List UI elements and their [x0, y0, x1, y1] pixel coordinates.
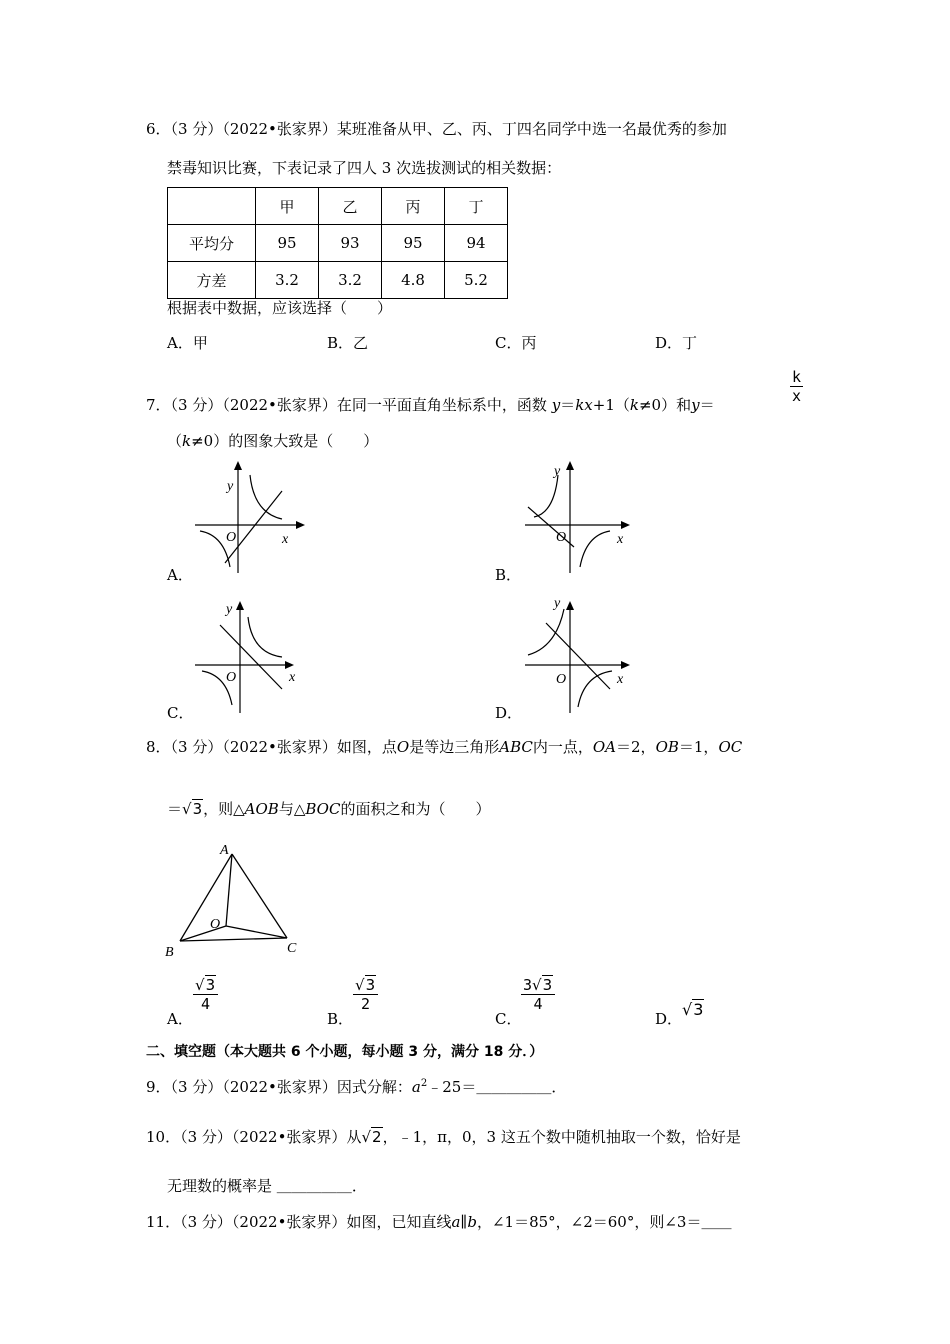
q7-graph-d: [520, 595, 640, 720]
sqrt-radicand: 3: [192, 800, 203, 818]
q11-var-a: a: [451, 1213, 461, 1231]
q8-source: （2022•张家界）: [222, 738, 337, 756]
point-label-o: O: [210, 917, 221, 932]
q8-stem-f: 的面积之和为（ ）: [340, 800, 491, 818]
q8-option-d-label: D．: [655, 1010, 683, 1028]
table-cell: 平均分: [168, 225, 256, 262]
sqrt-radicand: 3: [205, 976, 216, 994]
table-header-row: [168, 188, 508, 225]
fraction-denominator: 4: [533, 995, 543, 1013]
q9-exponent: 2: [420, 1078, 428, 1089]
q7-var-kx: kx: [575, 396, 593, 414]
vertex-label-b: B: [165, 945, 174, 960]
q6-source: （2022•张家界）: [222, 120, 337, 138]
q8-stem-e: 与△: [278, 800, 306, 818]
axis-label-y: y: [554, 464, 561, 479]
coefficient: 3: [523, 976, 533, 994]
fraction-denominator: 2: [361, 995, 371, 1013]
q7-number: 7．: [146, 396, 171, 414]
table-cell: 丙: [382, 188, 445, 225]
q9-number: 9．: [146, 1078, 171, 1096]
table-row: [168, 225, 508, 262]
q9-var-a: a: [411, 1078, 421, 1096]
answer-blank[interactable]: ＿＿: [701, 1213, 732, 1231]
table-row: [168, 262, 508, 299]
q10-number: 10．: [146, 1128, 181, 1146]
q6-option-c: C．丙: [495, 334, 537, 352]
q8-eq2: ＝2，: [616, 738, 656, 756]
q7-stem: 在同一平面直角坐标系中，函数: [336, 396, 547, 414]
q6-number: 6．: [146, 120, 171, 138]
table-cell: [168, 188, 256, 225]
axis-label-x: x: [282, 532, 289, 547]
q8-option-a-value: $\frac{√3}{4}$: [193, 976, 218, 1013]
q7-equals2: ＝: [699, 396, 715, 414]
q6-question: 根据表中数据，应该选择（ ）: [167, 299, 393, 317]
q8-equals: ＝: [167, 800, 183, 818]
q8-var-ob: OB: [655, 738, 679, 756]
q11-stem-a: 如图，已知直线: [346, 1213, 452, 1231]
q6-option-d: D．丁: [655, 334, 698, 352]
table-cell: 93: [319, 225, 382, 262]
q8-option-a-label: A．: [167, 1010, 193, 1028]
axis-label-y: y: [554, 596, 561, 611]
q8-score: （3 分）: [170, 738, 223, 756]
q8-option-c-label: C．: [495, 1010, 522, 1028]
q9-score: （3 分）: [170, 1078, 223, 1096]
q8-var-o: O: [396, 738, 410, 756]
table-cell: 4.8: [382, 262, 445, 299]
q8-number: 8．: [146, 738, 171, 756]
q10-source: （2022•张家界）: [231, 1128, 347, 1146]
table-cell: 甲: [256, 188, 319, 225]
q7-equals: ＝: [560, 396, 576, 414]
q8-var-abc: ABC: [499, 738, 533, 756]
q7-label-c: C．: [167, 704, 194, 722]
table-cell: 丁: [445, 188, 508, 225]
q8-option-c-value: $\frac{3√3}{4}$: [521, 976, 555, 1013]
q8-var-aob: AOB: [244, 800, 279, 818]
fraction-numerator: k: [792, 368, 802, 386]
q10-line1: [146, 1126, 741, 1147]
q7-graph-c: [190, 595, 310, 720]
sqrt-radicand: 2: [372, 1128, 382, 1146]
parallel-symbol: ∥: [460, 1213, 468, 1231]
q9-stem: 因式分解：: [336, 1078, 412, 1096]
q6-line1: [146, 118, 727, 139]
sqrt-symbol: √3: [182, 800, 203, 818]
q6-data-table: [167, 187, 508, 299]
answer-blank[interactable]: ＿＿＿＿＿: [476, 1078, 552, 1096]
q7-stem-b: ≠0）的图象大致是（ ）: [191, 432, 379, 450]
origin-label: O: [556, 530, 567, 545]
axis-label-y: y: [226, 602, 233, 617]
q6-stem2: 禁毒知识比赛，下表记录了四人 3 次选拔测试的相关数据：: [167, 159, 562, 177]
sqrt-radicand: 3: [542, 976, 553, 994]
q8-stem-c: 内一点，: [532, 738, 593, 756]
q8-stem-b: 是等边三角形: [409, 738, 500, 756]
q11-stem-b: ，∠1＝85°，∠2＝60°，则∠3＝: [476, 1213, 702, 1231]
table-cell: 3.2: [256, 262, 319, 299]
q11-score: （3 分）: [180, 1213, 232, 1231]
q6-score: （3 分）: [170, 120, 223, 138]
q6-option-a: A．甲: [167, 334, 208, 352]
axis-label-x: x: [617, 532, 624, 547]
q8-option-b-value: $\frac{√3}{2}$: [353, 976, 378, 1013]
q11-source: （2022•张家界）: [231, 1213, 347, 1231]
vertex-label-a: A: [220, 843, 229, 858]
q7-var-y: y: [551, 396, 561, 414]
fraction-denominator: x: [792, 387, 802, 405]
q8-option-d-value: √3: [682, 1000, 704, 1019]
q6-option-b: B．乙: [327, 334, 369, 352]
q10-end: ．: [351, 1177, 367, 1195]
sqrt-symbol: √2: [361, 1128, 382, 1146]
q7-label-d: D．: [495, 704, 523, 722]
q7-var-k: k: [629, 396, 639, 414]
q7-fraction: [790, 368, 803, 405]
fraction-denominator: 4: [201, 995, 211, 1013]
q8-line2: [167, 798, 490, 819]
origin-label: O: [226, 530, 237, 545]
sqrt-radicand: 3: [365, 976, 376, 994]
table-cell: 5.2: [445, 262, 508, 299]
q7-plus1: +1（: [592, 396, 630, 414]
table-cell: 乙: [319, 188, 382, 225]
q8-option-b-label: B．: [327, 1010, 354, 1028]
q11-var-b: b: [467, 1213, 477, 1231]
axis-label-y: y: [227, 479, 234, 494]
table-cell: 3.2: [319, 262, 382, 299]
q7-ne0: ≠0）和: [638, 396, 692, 414]
q7-source: （2022•张家界）: [222, 396, 337, 414]
axis-label-x: x: [617, 672, 624, 687]
q8-var-boc: BOC: [305, 800, 341, 818]
q9-rest: ﹣25＝: [427, 1078, 477, 1096]
q10-score: （3 分）: [180, 1128, 232, 1146]
q9-source: （2022•张家界）: [222, 1078, 337, 1096]
q7-var-y2: y: [691, 396, 700, 414]
q8-var-oa: OA: [592, 738, 617, 756]
q10-stem-b: ，﹣1，π，0，3 这五个数中随机抽取一个数，恰好是: [382, 1128, 741, 1146]
q8-var-oc: OC: [718, 738, 743, 756]
origin-label: O: [556, 672, 567, 687]
q8-line1: [146, 736, 742, 757]
q7-line1: [146, 394, 715, 415]
q8-eq1: ＝1，: [678, 738, 719, 756]
q11-line: [146, 1211, 731, 1232]
q10-stem-c: 无理数的概率是: [167, 1177, 273, 1195]
table-cell: 95: [382, 225, 445, 262]
q6-stem1: 某班准备从甲、乙、丙、丁四名同学中选一名最优秀的参加: [336, 120, 727, 138]
q9-line: [146, 1076, 566, 1097]
q7-line2: [167, 430, 378, 451]
q10-stem-a: 从: [346, 1128, 362, 1146]
q7-label-a: A．: [167, 566, 193, 584]
sqrt-radicand: 3: [693, 1000, 704, 1019]
q8-stem-d: ，则△: [203, 800, 245, 818]
q7-var-k2: k: [182, 432, 192, 450]
q8-stem-a: 如图，点: [336, 738, 397, 756]
axis-label-x: x: [289, 670, 296, 685]
section-heading: 二、填空题（本大题共 6 个小题，每小题 3 分，满分 18 分．）: [146, 1044, 544, 1060]
q9-end: ．: [551, 1078, 567, 1096]
q10-line2: [167, 1175, 367, 1196]
q8-triangle-figure: [160, 838, 310, 963]
q11-number: 11．: [146, 1213, 181, 1231]
q7-paren: （: [167, 432, 183, 450]
table-cell: 95: [256, 225, 319, 262]
table-cell: 方差: [168, 262, 256, 299]
q7-graph-a: [190, 455, 310, 580]
q7-label-b: B．: [495, 566, 522, 584]
vertex-label-c: C: [287, 941, 297, 956]
q7-score: （3 分）: [170, 396, 223, 414]
q7-graph-b: [520, 455, 640, 580]
table-cell: 94: [445, 225, 508, 262]
origin-label: O: [226, 670, 237, 685]
answer-blank[interactable]: ＿＿＿＿＿: [276, 1177, 352, 1195]
